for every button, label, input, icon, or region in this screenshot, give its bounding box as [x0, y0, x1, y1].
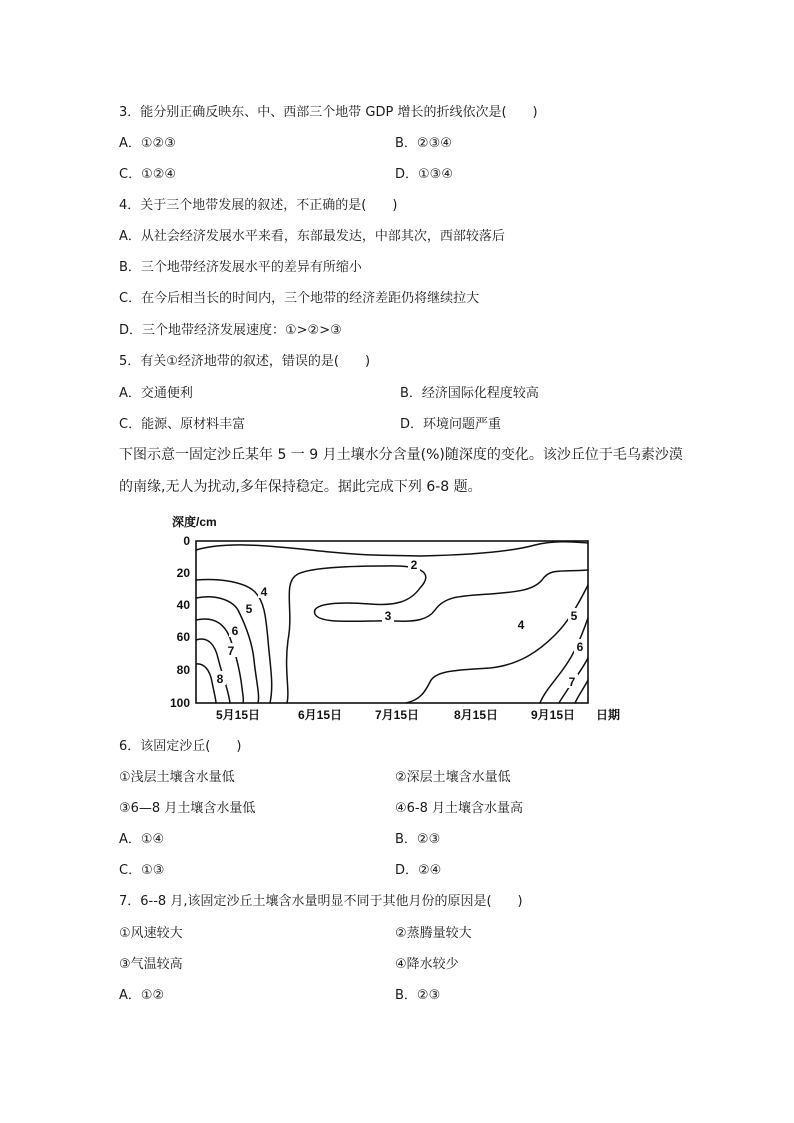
y-tick-label: 60	[176, 630, 190, 644]
contour-line-5-right	[540, 618, 588, 703]
contour-label-3: 3	[384, 609, 392, 623]
q7-stem: 7．6--8 月,该固定沙丘土壤含水量明显不同于其他月份的原因是( )	[119, 894, 523, 909]
q4-option-a: A．从社会经济发展水平来看，东部最发达，中部其次，西部较落后	[119, 229, 505, 244]
x-tick-label: 9月15日	[530, 708, 576, 722]
contour-label-4-right: 4	[517, 618, 525, 632]
q7-option-b: B．②③	[395, 988, 441, 1003]
contour-line-8	[196, 664, 216, 703]
q5-option-d: D．环境问题严重	[400, 417, 502, 432]
x-tick-label: 7月15日	[374, 708, 420, 722]
q5-option-b: B．经济国际化程度较高	[400, 386, 539, 401]
q7-statement-2: ②蒸腾量较大	[395, 926, 472, 941]
q6-statement-2: ②深层土壤含水量低	[395, 770, 511, 785]
y-tick-label: 80	[176, 663, 190, 677]
x-axis-label: 日期	[596, 708, 621, 722]
q4-option-c: C．在今后相当长的时间内，三个地带的经济差距仍将继续拉大	[119, 291, 480, 306]
q6-option-a: A．①④	[119, 832, 165, 847]
contour-label-7-right: 7	[568, 675, 576, 689]
q7-option-a: A．①②	[119, 988, 165, 1003]
q3-option-c: C．①②④	[119, 167, 177, 182]
soil-moisture-contour-chart	[170, 510, 640, 725]
y-tick-label: 0	[183, 534, 190, 548]
contour-label-5-left: 5	[245, 602, 253, 616]
intro-line-1: 下图示意一固定沙丘某年 5 一 9 月土壤水分含量(%)随深度的变化。该沙丘位于毛乌素沙漠	[119, 447, 683, 463]
contour-label-5-right: 5	[570, 609, 578, 623]
contour-label-8: 8	[216, 672, 224, 686]
x-tick-label: 8月15日	[453, 708, 499, 722]
q4-stem: 4．关于三个地带发展的叙述，不正确的是( )	[119, 198, 398, 213]
contour-label-2: 2	[410, 558, 418, 572]
q3-option-b: B．②③④	[395, 136, 452, 151]
q6-option-b: B．②③	[395, 832, 441, 847]
q7-statement-3: ③气温较高	[119, 957, 183, 972]
contour-label-6-right: 6	[576, 640, 584, 654]
q5-stem: 5．有关①经济地带的叙述，错误的是( )	[119, 354, 371, 369]
y-tick-label: 100	[170, 696, 190, 710]
q7-statement-1: ①风速较大	[119, 926, 183, 941]
q5-option-a: A．交通便利	[119, 386, 193, 401]
contour-line-2	[196, 542, 588, 556]
q4-option-b: B．三个地带经济发展水平的差异有所缩小	[119, 260, 362, 275]
q6-option-c: C．①③	[119, 863, 165, 878]
q7-statement-4: ④降水较少	[395, 957, 459, 972]
y-axis-label: 深度/cm	[172, 515, 217, 529]
q6-stem: 6．该固定沙丘( )	[119, 739, 242, 754]
q5-option-c: C．能源、原材料丰富	[119, 417, 246, 432]
contour-chart-svg	[170, 510, 640, 725]
q4-option-d: D．三个地带经济发展速度：①>②>③	[119, 323, 342, 338]
q6-statement-4: ④6-8 月土壤含水量高	[395, 801, 524, 816]
q3-option-d: D．①③④	[395, 167, 453, 182]
intro-line-2: 的南缘,无人为扰动,多年保持稳定。据此完成下列 6-8 题。	[119, 479, 482, 495]
y-tick-label: 20	[176, 566, 190, 580]
x-tick-label: 5月15日	[215, 708, 261, 722]
y-tick-label: 40	[176, 598, 190, 612]
q6-option-d: D．②④	[395, 863, 442, 878]
contour-label-6-left: 6	[231, 624, 239, 638]
contour-label-4-left: 4	[260, 585, 268, 599]
q6-statement-1: ①浅层土壤含水量低	[119, 770, 235, 785]
q6-statement-3: ③6—8 月土壤含水量低	[119, 801, 256, 816]
q3-stem: 3．能分别正确反映东、中、西部三个地带 GDP 增长的折线依次是( )	[119, 105, 538, 120]
contour-label-7-left: 7	[227, 644, 235, 658]
contour-line-4-right	[406, 585, 588, 703]
q3-option-a: A．①②③	[119, 136, 176, 151]
x-tick-label: 6月15日	[297, 708, 343, 722]
contour-line-3	[287, 566, 588, 703]
